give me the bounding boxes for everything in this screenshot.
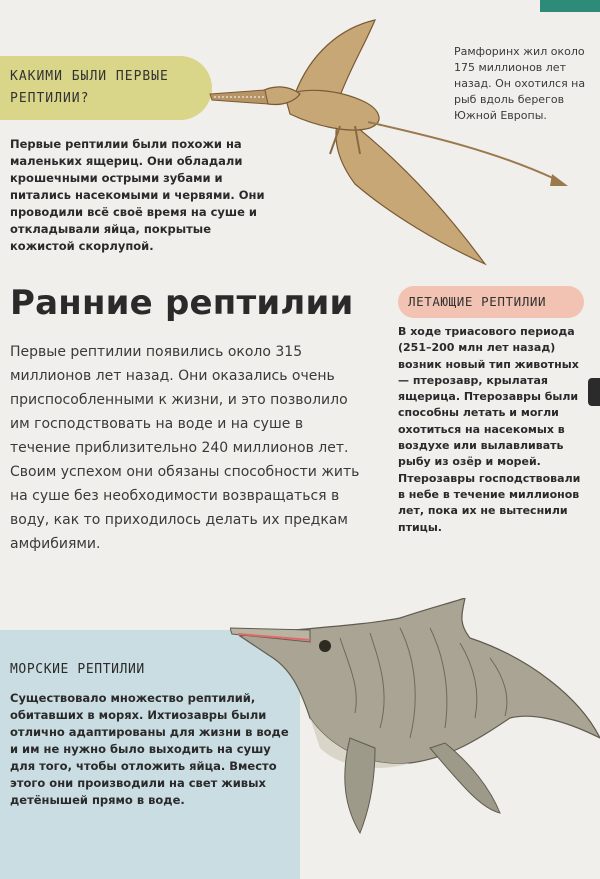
lead-paragraph: Первые рептилии появились около 315 миллионов лет назад. Они оказались очень приспособленными к жизни, и это позволило им господствовать на воде и на суше в течение приблизительно 240 миллионов лет. Своим успехом они обязаны способности жить на суше без необходимости возвращаться в воду, как то приходилось делать их предкам амфибиями. xyxy=(10,344,360,552)
rhamphorhynchus-caption: Рамфоринх жил около 175 миллионов лет назад. Он охотился на рыб вдоль берегов Южной Европы. xyxy=(454,45,586,122)
page-title: Ранние рептилии xyxy=(10,283,354,323)
first-reptiles-text: Первые рептилии были похожи на маленьких ящериц. Они обладали крошечными острыми зубами и питались насекомыми и червями. Они проводили всё своё время на суше и откладывали яйца, покрытые кожистой скорлупой. xyxy=(10,137,265,253)
flying-reptiles-text: В ходе триасового периода (251–200 млн лет назад) возник новый тип животных — птерозавр, крылатая ящерица. Птерозавры были способны летать и могли охотиться на насекомых в воздухе или вылавливать рыбу из озёр и морей. Птерозавры господствовали в небе в течение миллионов лет, пока их не вытеснили птицы. xyxy=(398,325,581,534)
flying-reptiles-title: ЛЕТАЮЩИЕ РЕПТИЛИИ xyxy=(408,294,547,309)
question-title: КАКИМИ БЫЛИ ПЕРВЫЕ РЕПТИЛИИ? xyxy=(10,69,169,106)
sea-reptiles-text: Существовало множество рептилий, обитавших в морях. Ихтиозавры были отлично адаптированы для жизни в воде и им не нужно было выходить на сушу для того, чтобы отложить яйца. Вместо этого они производили на свет живых детёнышей прямо в воде. xyxy=(10,691,289,807)
page-edge-strip xyxy=(540,0,600,12)
sea-reptiles-title: МОРСКИЕ РЕПТИЛИИ xyxy=(10,662,145,677)
page-tab-marker xyxy=(588,378,600,406)
